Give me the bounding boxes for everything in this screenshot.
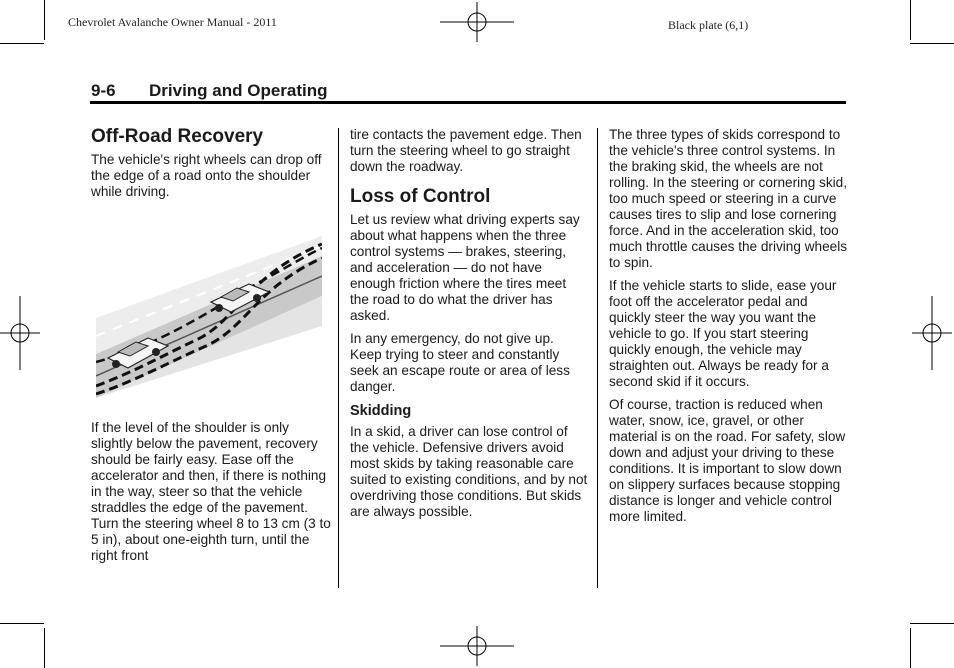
- column-divider: [338, 128, 339, 588]
- paragraph-continued: tire contacts the pavement edge. Then turn the steering wheel to go straight down the roadway.: [350, 127, 582, 174]
- crop-mark: [0, 43, 44, 44]
- paragraph: Of course, traction is reduced when water, snow, ice, gravel, or other material is on the road. For safety, slow down and adjust your driving to these conditions. It is important to slow down on slippery surfaces because stopping distance is longer and vehicle control more limited.: [609, 397, 846, 524]
- section-title: Driving and Operating: [149, 81, 328, 100]
- crop-mark: [44, 0, 45, 40]
- registration-mark-right: [912, 296, 952, 370]
- paragraph: Let us review what driving experts say about what happens when the three control systems — brakes, steering, and acceleration — do not have enough friction where the tires meet the road to do what the driver has asked.: [350, 212, 580, 323]
- column-divider: [597, 128, 598, 588]
- column-2: [350, 127, 588, 527]
- paragraph: The three types of skids correspond to the vehicle's three control systems. In the braking skid, the wheels are not rolling. In the steering or cornering skid, too much speed or steering in a curve causes tires to slip and lose cornering force. And in the acceleration skid, too much throttle causes the driving wheels to spin.: [609, 127, 848, 270]
- column-1-body: [91, 420, 331, 571]
- column-3: [609, 127, 849, 532]
- manual-title: Chevrolet Avalanche Owner Manual - 2011: [68, 15, 277, 29]
- plate-label: Black plate (6,1): [668, 18, 749, 32]
- registration-mark-top: [440, 2, 514, 42]
- page-number: 9-6: [91, 81, 116, 100]
- crop-mark: [0, 623, 44, 624]
- paragraph: In a skid, a driver can lose control of the vehicle. Defensive drivers avoid most skids by taking reasonable care suited to existing conditions, and by not overdriving those conditions. But skids are always possible.: [350, 424, 588, 519]
- crop-mark: [910, 623, 954, 624]
- paragraph: The vehicle's right wheels can drop off the edge of a road onto the shoulder while driving.: [91, 152, 322, 199]
- crop-mark: [44, 628, 45, 668]
- paragraph: If the level of the shoulder is only slightly below the pavement, recovery should be fairly easy. Ease off the accelerator and then, if there is nothing in the way, steer so that the vehicle straddles the edge of the pavement. Turn the steering wheel 8 to 13 cm (3 to 5 in), about one-eighth turn, until the right front: [91, 420, 331, 563]
- column-1: [91, 126, 327, 207]
- heading-loss-of-control: Loss of Control: [350, 186, 491, 207]
- registration-mark-bottom: [440, 626, 514, 666]
- header-rule: [90, 101, 846, 104]
- crop-mark: [910, 43, 954, 44]
- paragraph: If the vehicle starts to slide, ease your foot off the accelerator pedal and quickly steer the way you want the vehicle to go. If you start steering quickly enough, the vehicle may straighten out. Always be ready for a second skid if it occurs.: [609, 278, 837, 389]
- crop-mark: [910, 0, 911, 40]
- heading-skidding: Skidding: [350, 403, 412, 419]
- paragraph: In any emergency, do not give up. Keep trying to steer and constantly seek an escape route or area of less danger.: [350, 331, 570, 394]
- registration-mark-left: [0, 296, 40, 370]
- heading-off-road-recovery: Off-Road Recovery: [91, 126, 264, 147]
- crop-mark: [910, 628, 911, 668]
- vehicles-recovering-onto-pavement-illustration: [96, 236, 322, 398]
